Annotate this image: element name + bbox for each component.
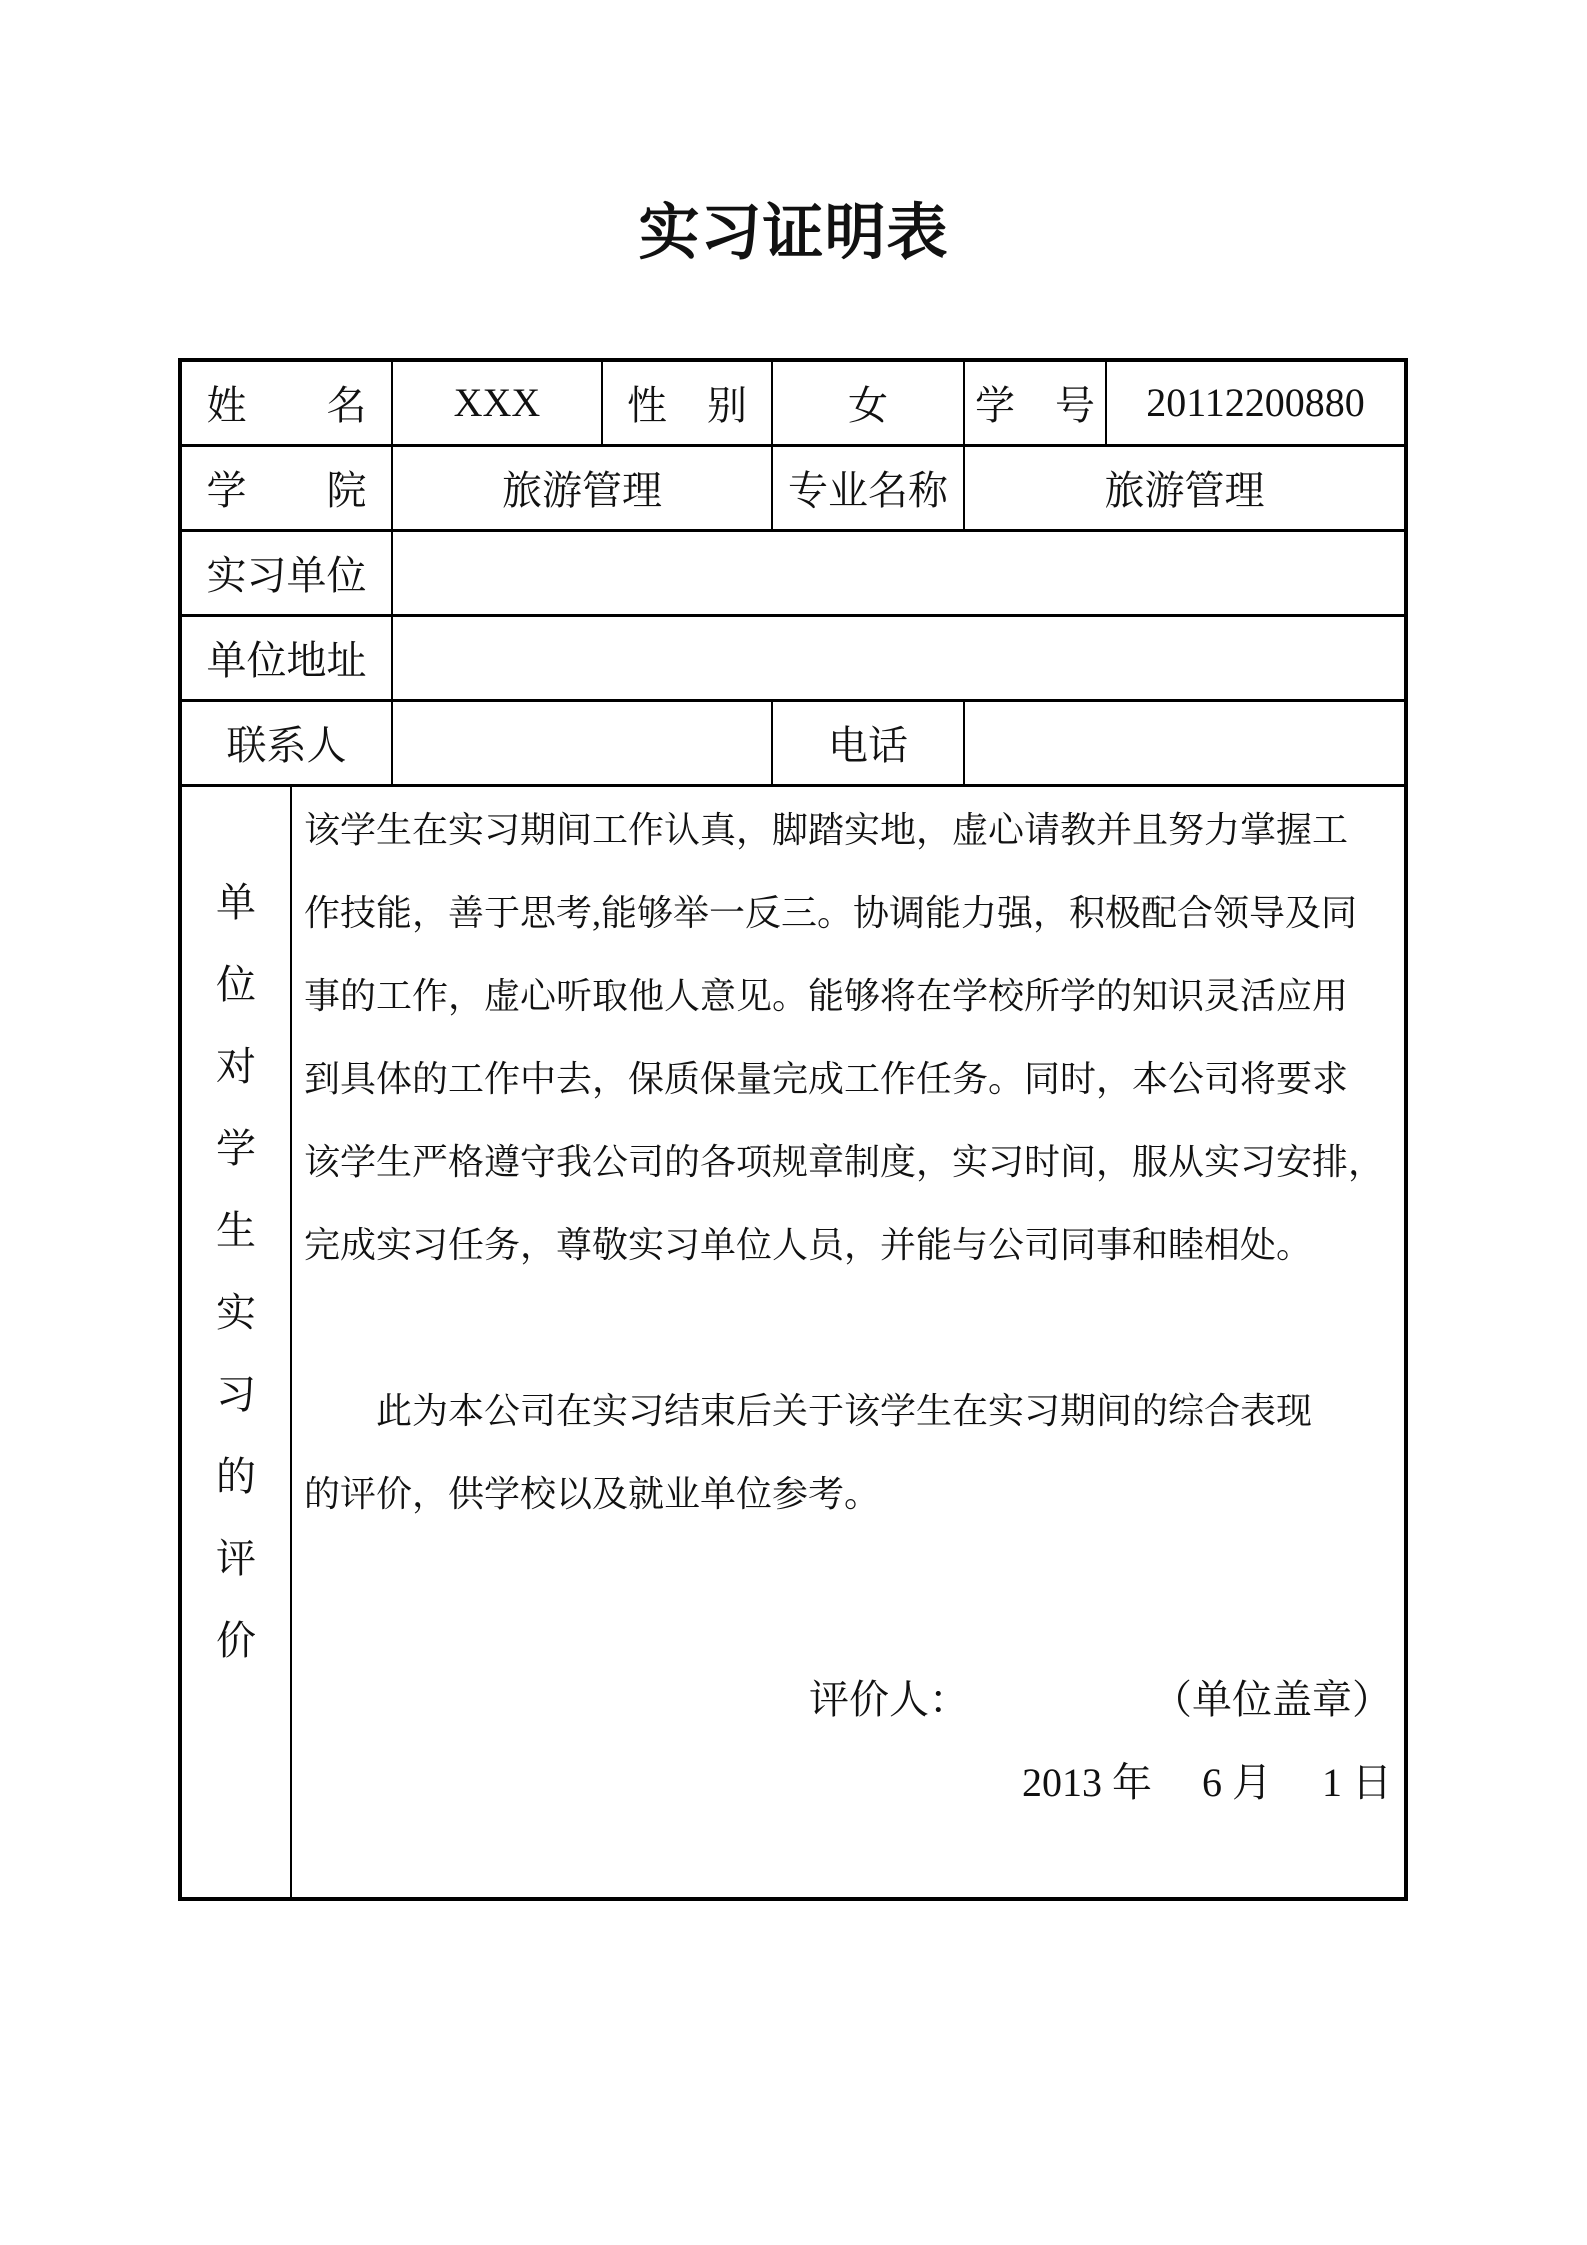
name-label: 姓 名 <box>180 360 392 445</box>
table-row-contact <box>180 700 1406 785</box>
internship-unit-label: 实习单位 <box>180 530 392 615</box>
evaluation-text-line: 作技能，善于思考,能够举一反三。协调能力强，积极配合领导及同 <box>304 892 1358 933</box>
evaluation-text-line: 到具体的工作中去，保质保量完成工作任务。同时，本公司将要求 <box>304 1058 1349 1099</box>
contact-value <box>392 700 772 785</box>
evaluation-text-line: 完成实习任务，尊敬实习单位人员，并能与公司同事和睦相处。 <box>304 1224 1313 1265</box>
info-table <box>178 358 1408 1901</box>
college-value: 旅游管理 <box>392 445 772 530</box>
evaluation-text-line: 该学生在实习期间工作认真，脚踏实地，虚心请教并且努力掌握工 <box>304 809 1349 850</box>
evaluation-text <box>304 789 1392 1536</box>
phone-value <box>964 700 1406 785</box>
student-id-value: 20112200880 <box>1106 360 1406 445</box>
gender-label: 性 别 <box>602 360 772 445</box>
signoff-row <box>304 1658 1392 1741</box>
table-row-internship-unit <box>180 530 1406 615</box>
phone-label: 电话 <box>772 700 964 785</box>
evaluation-text-line: 的评价，供学校以及就业单位参考。 <box>304 1473 881 1514</box>
internship-unit-value <box>392 530 1406 615</box>
unit-address-value <box>392 615 1406 700</box>
unit-stamp-label: （单位盖章） <box>1152 1676 1392 1722</box>
page-title: 实习证明表 <box>638 200 949 267</box>
table-row-unit-address <box>180 615 1406 700</box>
evaluation-text-line <box>304 1287 1392 1370</box>
unit-address-label: 单位地址 <box>180 615 392 700</box>
table-row-name <box>180 360 1406 445</box>
table-row-college <box>180 445 1406 530</box>
name-value: XXX <box>392 360 602 445</box>
gender-value: 女 <box>772 360 964 445</box>
evaluation-text-line: 该学生严格遵守我公司的各项规章制度，实习时间，服从实习安排， <box>304 1141 1385 1182</box>
evaluation-wrap <box>182 787 1404 1897</box>
evaluation-cell <box>180 785 1406 1899</box>
evaluation-side-column <box>182 787 292 1897</box>
evaluator-label: 评价人： <box>809 1676 969 1722</box>
college-label: 学 院 <box>180 445 392 530</box>
evaluation-date: 2013 年 6 月 1 日 <box>1022 1759 1392 1805</box>
contact-label: 联系人 <box>180 700 392 785</box>
evaluation-text-line: 此为本公司在实习结束后关于该学生在实习期间的综合表现 <box>304 1390 1313 1431</box>
evaluation-text-line: 事的工作，虚心听取他人意见。能够将在学校所学的知识灵活应用 <box>304 975 1349 1016</box>
major-label: 专业名称 <box>772 445 964 530</box>
evaluation-side-label: 单位对学生实习的评价 <box>216 879 256 1663</box>
student-id-label: 学 号 <box>964 360 1106 445</box>
major-value: 旅游管理 <box>964 445 1406 530</box>
evaluation-content <box>292 787 1404 1897</box>
table-row-evaluation <box>180 785 1406 1899</box>
